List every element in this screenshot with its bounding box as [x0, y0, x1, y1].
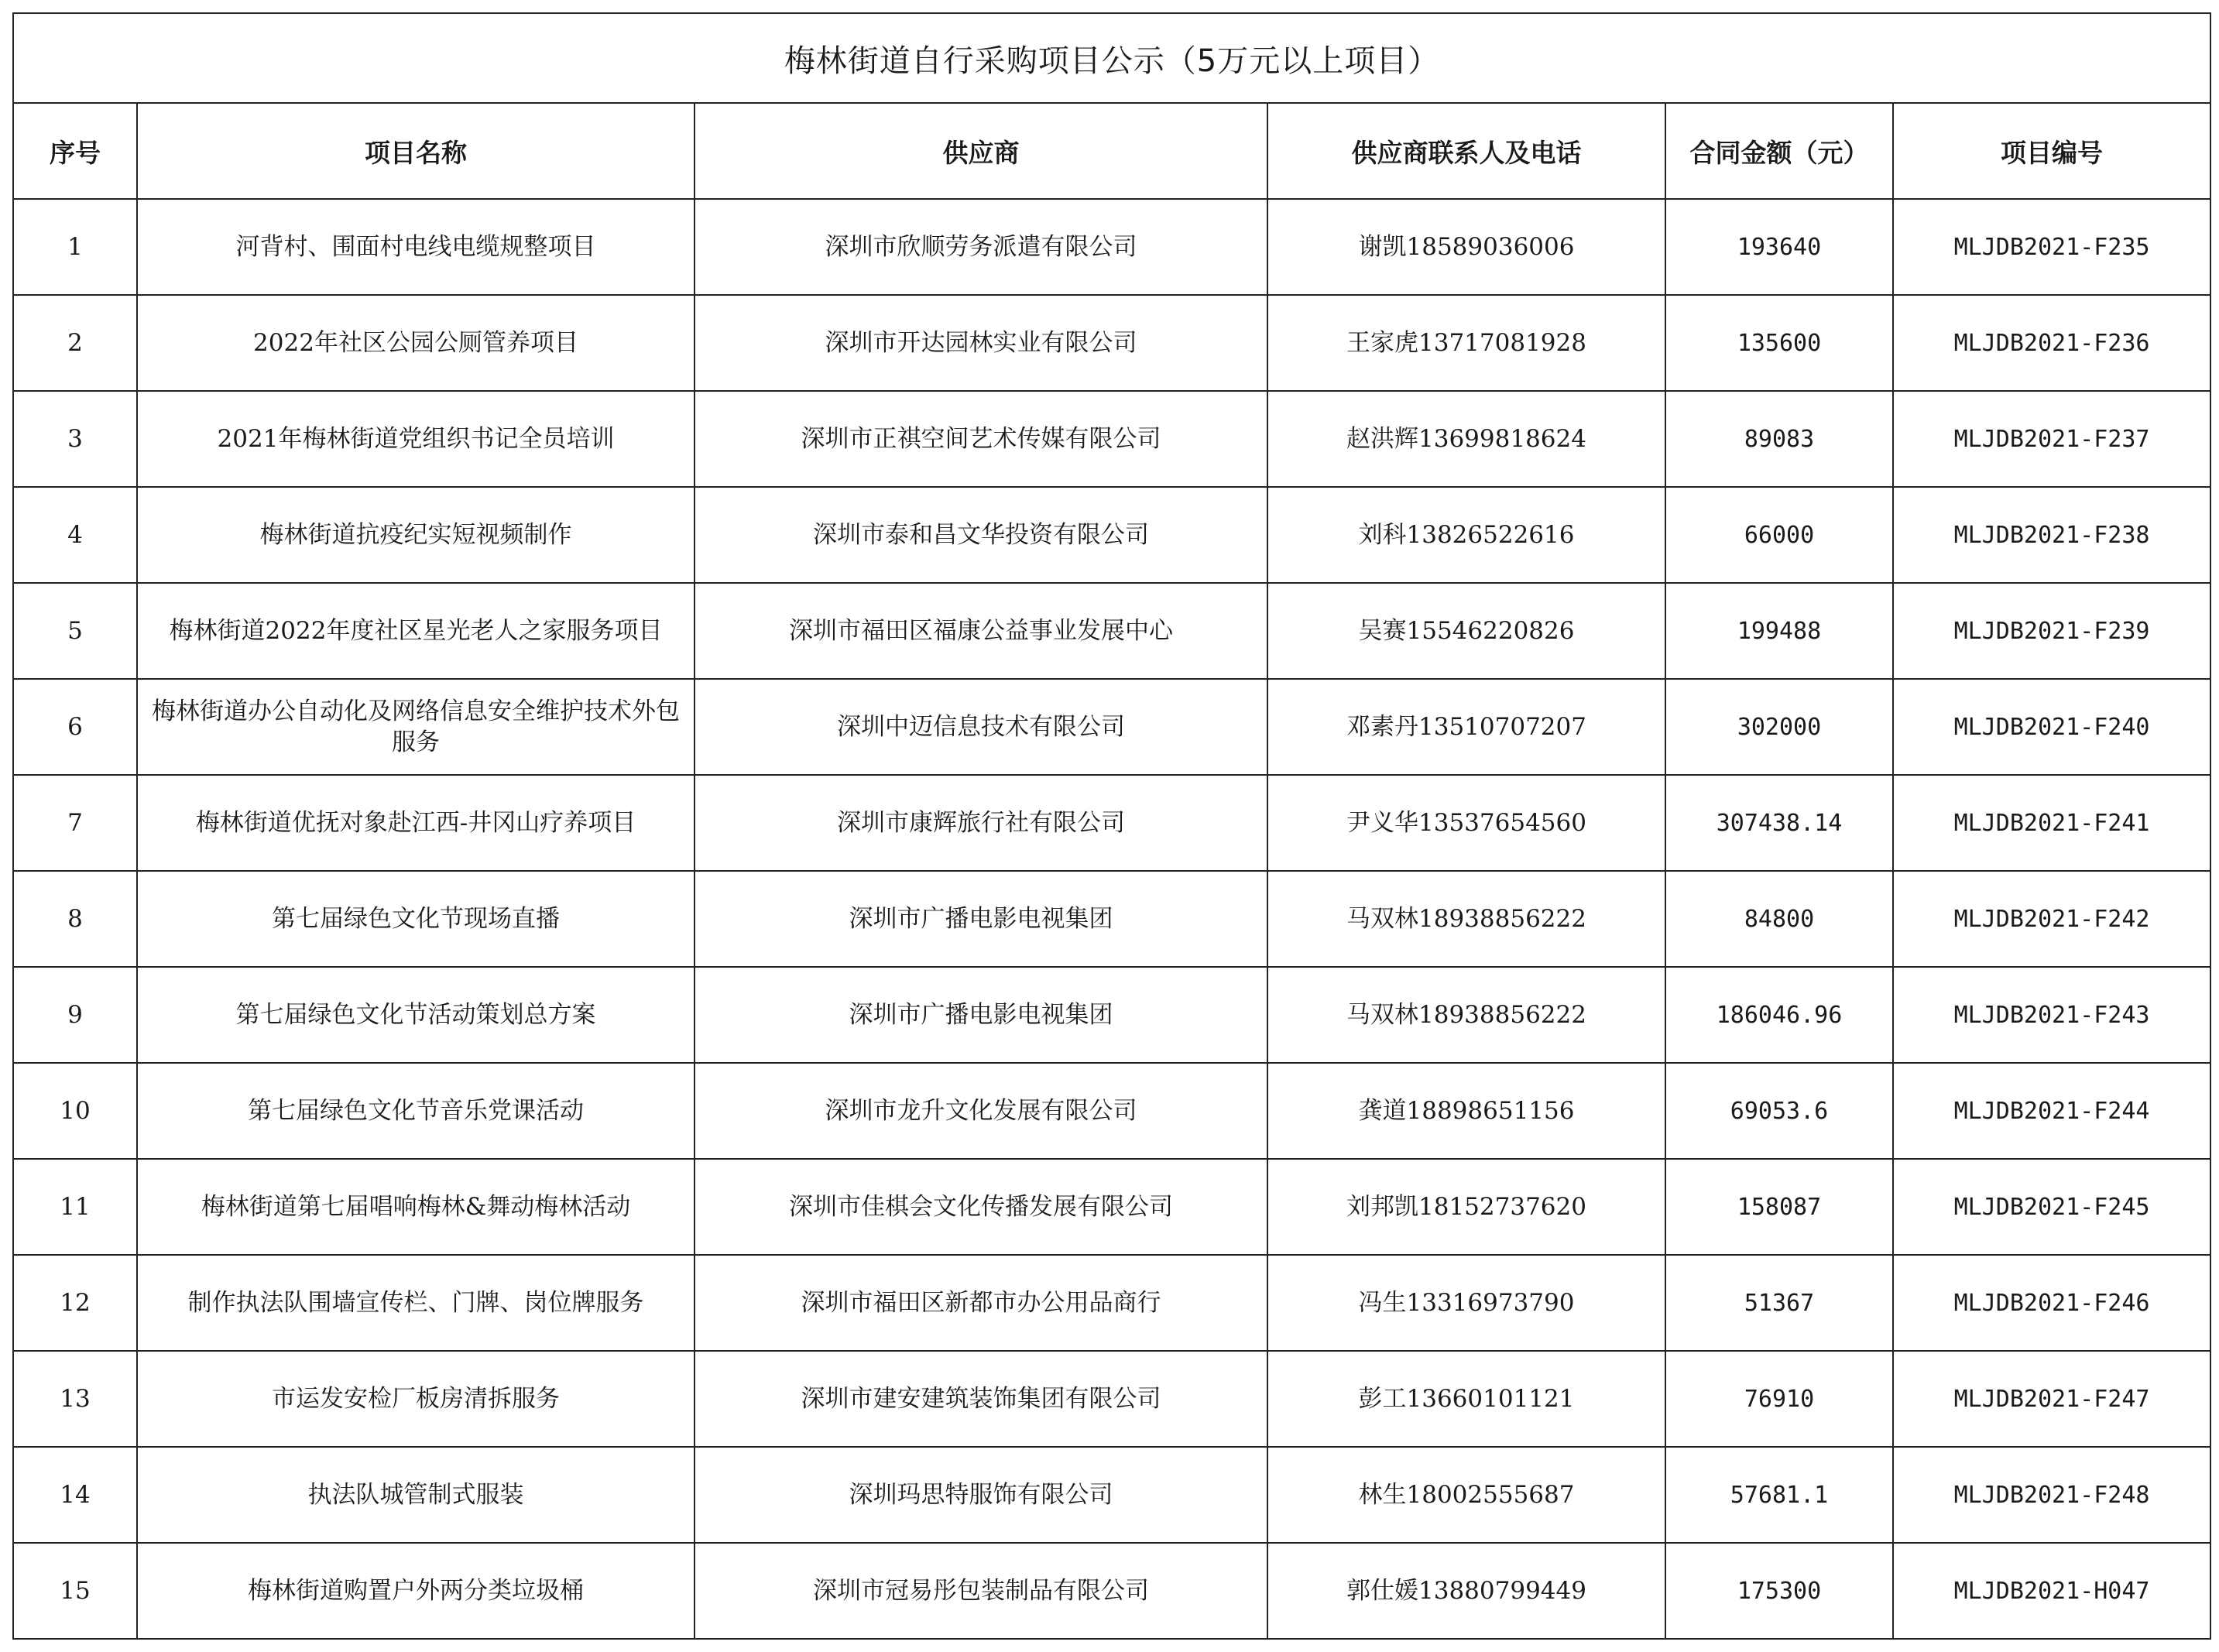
cell-supplier: 深圳市福田区新都市办公用品商行 [695, 1255, 1267, 1351]
cell-seq: 7 [13, 775, 137, 871]
cell-project-name: 梅林街道抗疫纪实短视频制作 [137, 487, 695, 583]
cell-project-code: MLJDB2021-F235 [1893, 199, 2210, 295]
cell-amount: 89083 [1665, 391, 1893, 487]
cell-project-code: MLJDB2021-F244 [1893, 1063, 2210, 1159]
cell-project-code: MLJDB2021-F241 [1893, 775, 2210, 871]
cell-seq: 15 [13, 1543, 137, 1639]
cell-supplier: 深圳市佳棋会文化传播发展有限公司 [695, 1159, 1267, 1255]
cell-project-name: 梅林街道办公自动化及网络信息安全维护技术外包服务 [137, 679, 695, 775]
cell-supplier: 深圳市冠易彤包装制品有限公司 [695, 1543, 1267, 1639]
header-amount: 合同金额（元） [1665, 103, 1893, 199]
table-row [13, 487, 2210, 583]
cell-project-name: 市运发安检厂板房清拆服务 [137, 1351, 695, 1447]
cell-contact: 王家虎13717081928 [1267, 295, 1665, 391]
cell-supplier: 深圳市泰和昌文华投资有限公司 [695, 487, 1267, 583]
cell-seq: 3 [13, 391, 137, 487]
cell-amount: 186046.96 [1665, 967, 1893, 1063]
cell-amount: 135600 [1665, 295, 1893, 391]
cell-seq: 4 [13, 487, 137, 583]
cell-amount: 307438.14 [1665, 775, 1893, 871]
table-title: 梅林街道自行采购项目公示（5万元以上项目） [13, 13, 2210, 103]
table-row [13, 583, 2210, 679]
cell-project-code: MLJDB2021-F239 [1893, 583, 2210, 679]
cell-amount: 69053.6 [1665, 1063, 1893, 1159]
table-row [13, 1447, 2210, 1543]
header-contact: 供应商联系人及电话 [1267, 103, 1665, 199]
cell-contact: 林生18002555687 [1267, 1447, 1665, 1543]
cell-project-name: 2022年社区公园公厕管养项目 [137, 295, 695, 391]
table-row [13, 1543, 2210, 1639]
cell-seq: 2 [13, 295, 137, 391]
table-row [13, 199, 2210, 295]
cell-project-name: 梅林街道优抚对象赴江西-井冈山疗养项目 [137, 775, 695, 871]
table-row [13, 391, 2210, 487]
cell-contact: 马双林18938856222 [1267, 967, 1665, 1063]
cell-project-code: MLJDB2021-F240 [1893, 679, 2210, 775]
cell-supplier: 深圳市欣顺劳务派遣有限公司 [695, 199, 1267, 295]
table-row [13, 967, 2210, 1063]
cell-contact: 冯生13316973790 [1267, 1255, 1665, 1351]
cell-supplier: 深圳市龙升文化发展有限公司 [695, 1063, 1267, 1159]
cell-project-code: MLJDB2021-F243 [1893, 967, 2210, 1063]
cell-amount: 51367 [1665, 1255, 1893, 1351]
cell-supplier: 深圳市福田区福康公益事业发展中心 [695, 583, 1267, 679]
cell-supplier: 深圳市康辉旅行社有限公司 [695, 775, 1267, 871]
cell-project-code: MLJDB2021-F242 [1893, 871, 2210, 967]
cell-contact: 尹义华13537654560 [1267, 775, 1665, 871]
table-row [13, 775, 2210, 871]
header-project-name: 项目名称 [137, 103, 695, 199]
table-row [13, 1351, 2210, 1447]
cell-supplier: 深圳市广播电影电视集团 [695, 967, 1267, 1063]
cell-amount: 193640 [1665, 199, 1893, 295]
title-row [13, 13, 2210, 103]
cell-project-name: 梅林街道购置户外两分类垃圾桶 [137, 1543, 695, 1639]
cell-project-code: MLJDB2021-F246 [1893, 1255, 2210, 1351]
cell-project-name: 梅林街道2022年度社区星光老人之家服务项目 [137, 583, 695, 679]
header-project-code: 项目编号 [1893, 103, 2210, 199]
cell-seq: 9 [13, 967, 137, 1063]
cell-contact: 马双林18938856222 [1267, 871, 1665, 967]
cell-supplier: 深圳中迈信息技术有限公司 [695, 679, 1267, 775]
table-row [13, 871, 2210, 967]
cell-project-name: 制作执法队围墙宣传栏、门牌、岗位牌服务 [137, 1255, 695, 1351]
cell-amount: 199488 [1665, 583, 1893, 679]
cell-contact: 彭工13660101121 [1267, 1351, 1665, 1447]
cell-project-code: MLJDB2021-F245 [1893, 1159, 2210, 1255]
cell-supplier: 深圳市建安建筑装饰集团有限公司 [695, 1351, 1267, 1447]
header-seq: 序号 [13, 103, 137, 199]
cell-amount: 57681.1 [1665, 1447, 1893, 1543]
cell-supplier: 深圳市正祺空间艺术传媒有限公司 [695, 391, 1267, 487]
procurement-table [12, 12, 2211, 1640]
cell-project-code: MLJDB2021-F237 [1893, 391, 2210, 487]
cell-contact: 龚道18898651156 [1267, 1063, 1665, 1159]
cell-project-code: MLJDB2021-F236 [1893, 295, 2210, 391]
cell-project-code: MLJDB2021-F247 [1893, 1351, 2210, 1447]
cell-project-name: 执法队城管制式服装 [137, 1447, 695, 1543]
cell-amount: 302000 [1665, 679, 1893, 775]
cell-amount: 158087 [1665, 1159, 1893, 1255]
header-supplier: 供应商 [695, 103, 1267, 199]
cell-contact: 邓素丹13510707207 [1267, 679, 1665, 775]
table-row [13, 1255, 2210, 1351]
cell-contact: 吴赛15546220826 [1267, 583, 1665, 679]
cell-seq: 13 [13, 1351, 137, 1447]
cell-contact: 刘科13826522616 [1267, 487, 1665, 583]
table-row [13, 1159, 2210, 1255]
cell-seq: 12 [13, 1255, 137, 1351]
cell-contact: 刘邦凯18152737620 [1267, 1159, 1665, 1255]
cell-project-name: 2021年梅林街道党组织书记全员培训 [137, 391, 695, 487]
cell-contact: 赵洪辉13699818624 [1267, 391, 1665, 487]
cell-project-name: 第七届绿色文化节现场直播 [137, 871, 695, 967]
cell-seq: 5 [13, 583, 137, 679]
cell-seq: 1 [13, 199, 137, 295]
cell-supplier: 深圳市开达园林实业有限公司 [695, 295, 1267, 391]
cell-supplier: 深圳市广播电影电视集团 [695, 871, 1267, 967]
cell-project-code: MLJDB2021-H047 [1893, 1543, 2210, 1639]
cell-seq: 6 [13, 679, 137, 775]
table-row [13, 295, 2210, 391]
cell-seq: 10 [13, 1063, 137, 1159]
cell-seq: 8 [13, 871, 137, 967]
cell-contact: 谢凯18589036006 [1267, 199, 1665, 295]
cell-amount: 175300 [1665, 1543, 1893, 1639]
header-row [13, 103, 2210, 199]
cell-project-code: MLJDB2021-F238 [1893, 487, 2210, 583]
table-row [13, 679, 2210, 775]
cell-amount: 66000 [1665, 487, 1893, 583]
cell-amount: 84800 [1665, 871, 1893, 967]
cell-project-name: 梅林街道第七届唱响梅林&舞动梅林活动 [137, 1159, 695, 1255]
cell-seq: 14 [13, 1447, 137, 1543]
cell-project-code: MLJDB2021-F248 [1893, 1447, 2210, 1543]
cell-contact: 郭仕媛13880799449 [1267, 1543, 1665, 1639]
cell-amount: 76910 [1665, 1351, 1893, 1447]
cell-supplier: 深圳玛思特服饰有限公司 [695, 1447, 1267, 1543]
cell-project-name: 第七届绿色文化节音乐党课活动 [137, 1063, 695, 1159]
cell-seq: 11 [13, 1159, 137, 1255]
cell-project-name: 河背村、围面村电线电缆规整项目 [137, 199, 695, 295]
table-row [13, 1063, 2210, 1159]
cell-project-name: 第七届绿色文化节活动策划总方案 [137, 967, 695, 1063]
